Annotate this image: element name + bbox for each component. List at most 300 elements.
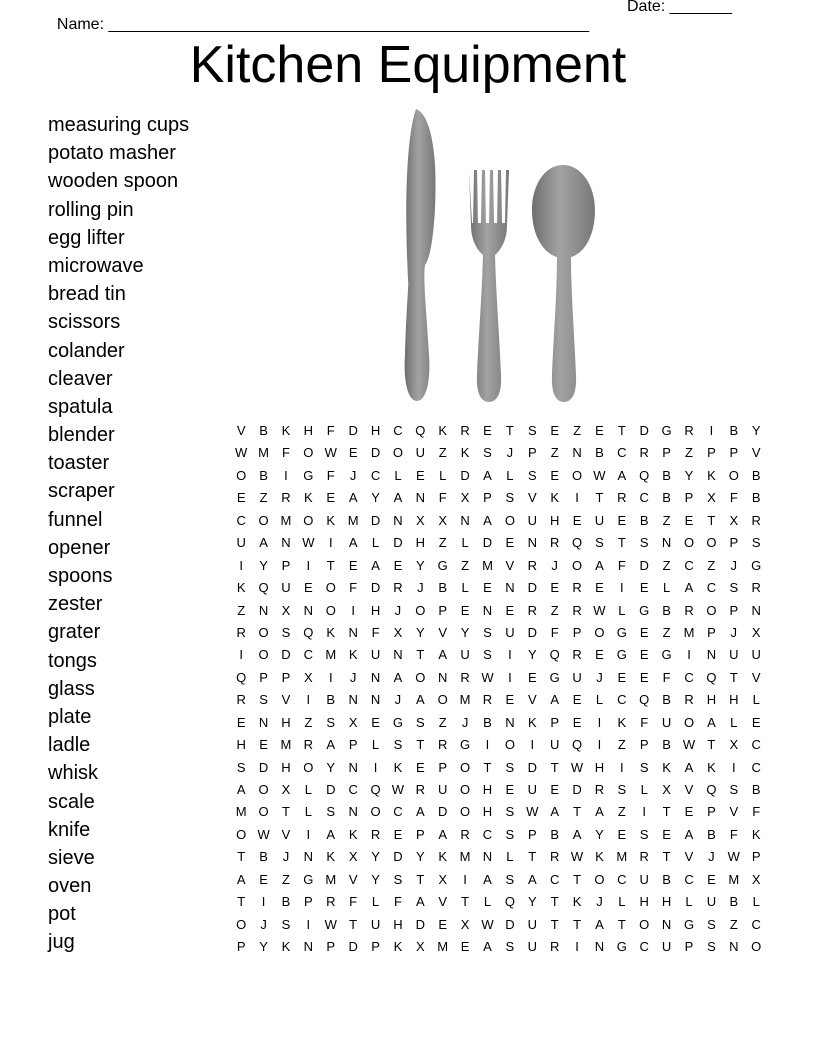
grid-cell[interactable]: E: [684, 804, 694, 820]
grid-cell[interactable]: I: [306, 692, 311, 708]
grid-cell[interactable]: A: [595, 916, 604, 932]
grid-cell[interactable]: O: [415, 669, 426, 685]
grid-cell[interactable]: R: [393, 580, 403, 596]
grid-cell[interactable]: G: [616, 939, 627, 955]
grid-cell[interactable]: V: [505, 557, 515, 573]
grid-cell[interactable]: A: [348, 490, 358, 506]
grid-cell[interactable]: T: [617, 916, 626, 932]
grid-cell[interactable]: S: [505, 939, 515, 955]
grid-cell[interactable]: Y: [415, 849, 425, 865]
grid-cell[interactable]: I: [709, 423, 714, 438]
grid-cell[interactable]: B: [662, 490, 671, 506]
grid-cell[interactable]: A: [527, 871, 537, 887]
grid-cell[interactable]: N: [393, 647, 403, 663]
grid-cell[interactable]: D: [527, 580, 537, 596]
grid-cell[interactable]: P: [639, 737, 649, 753]
grid-cell[interactable]: D: [438, 804, 448, 820]
grid-cell[interactable]: U: [281, 580, 291, 596]
grid-cell[interactable]: X: [348, 849, 358, 865]
grid-cell[interactable]: U: [572, 669, 582, 685]
grid-cell[interactable]: T: [326, 557, 335, 573]
grid-cell[interactable]: L: [506, 849, 514, 865]
grid-cell[interactable]: K: [348, 826, 358, 842]
grid-cell[interactable]: A: [236, 871, 246, 887]
grid-cell[interactable]: B: [550, 826, 559, 842]
grid-cell[interactable]: F: [349, 894, 358, 910]
grid-cell[interactable]: T: [595, 490, 604, 506]
grid-cell[interactable]: N: [751, 602, 761, 618]
grid-cell[interactable]: P: [662, 445, 671, 461]
grid-cell[interactable]: N: [348, 624, 358, 640]
grid-cell[interactable]: E: [617, 669, 627, 685]
grid-cell[interactable]: X: [393, 624, 403, 640]
grid-cell[interactable]: E: [707, 871, 716, 887]
grid-cell[interactable]: O: [258, 624, 269, 640]
grid-cell[interactable]: I: [575, 939, 579, 955]
grid-cell[interactable]: S: [505, 490, 515, 506]
grid-cell[interactable]: E: [639, 580, 649, 596]
grid-cell[interactable]: E: [326, 490, 336, 506]
grid-cell[interactable]: H: [281, 759, 291, 775]
grid-cell[interactable]: A: [595, 804, 604, 820]
grid-cell[interactable]: Y: [527, 647, 537, 663]
grid-cell[interactable]: I: [508, 647, 512, 663]
grid-cell[interactable]: B: [729, 423, 739, 438]
grid-cell[interactable]: T: [282, 804, 290, 820]
grid-cell[interactable]: S: [393, 871, 403, 887]
grid-cell[interactable]: X: [415, 939, 425, 955]
grid-cell[interactable]: O: [594, 871, 605, 887]
grid-cell[interactable]: I: [597, 714, 602, 730]
grid-cell[interactable]: R: [460, 423, 470, 438]
grid-cell[interactable]: M: [459, 849, 471, 865]
grid-cell[interactable]: B: [438, 580, 448, 596]
grid-cell[interactable]: Z: [662, 557, 671, 573]
grid-cell[interactable]: X: [304, 669, 313, 685]
grid-cell[interactable]: I: [530, 737, 535, 753]
grid-cell[interactable]: N: [706, 647, 717, 663]
grid-cell[interactable]: K: [707, 759, 716, 775]
grid-cell[interactable]: S: [639, 826, 649, 842]
grid-cell[interactable]: L: [595, 692, 604, 708]
grid-cell[interactable]: K: [236, 580, 246, 596]
grid-cell[interactable]: G: [661, 423, 672, 438]
grid-cell[interactable]: E: [371, 714, 380, 730]
grid-cell[interactable]: D: [281, 647, 291, 663]
grid-cell[interactable]: K: [326, 849, 336, 865]
grid-cell[interactable]: I: [328, 669, 333, 685]
grid-cell[interactable]: R: [549, 849, 560, 865]
grid-cell[interactable]: B: [707, 826, 716, 842]
grid-cell[interactable]: E: [527, 669, 537, 685]
grid-cell[interactable]: T: [617, 535, 626, 551]
grid-cell[interactable]: O: [683, 535, 695, 551]
grid-cell[interactable]: T: [550, 759, 559, 775]
grid-cell[interactable]: S: [326, 714, 336, 730]
grid-cell[interactable]: G: [460, 737, 471, 753]
grid-cell[interactable]: V: [684, 849, 694, 865]
grid-cell[interactable]: H: [729, 692, 739, 708]
grid-cell[interactable]: Z: [461, 557, 470, 573]
grid-cell[interactable]: J: [730, 557, 738, 573]
grid-cell[interactable]: D: [505, 916, 515, 932]
grid-cell[interactable]: I: [373, 759, 378, 775]
grid-cell[interactable]: C: [751, 916, 761, 932]
grid-cell[interactable]: O: [236, 916, 247, 932]
grid-cell[interactable]: A: [438, 826, 448, 842]
grid-cell[interactable]: O: [325, 602, 336, 618]
grid-cell[interactable]: U: [370, 647, 381, 663]
grid-cell[interactable]: W: [593, 602, 606, 618]
grid-cell[interactable]: X: [348, 714, 358, 730]
grid-cell[interactable]: H: [303, 423, 314, 438]
grid-cell[interactable]: G: [437, 557, 448, 573]
grid-cell[interactable]: Y: [371, 871, 380, 887]
grid-cell[interactable]: I: [620, 580, 624, 596]
grid-cell[interactable]: M: [482, 557, 493, 573]
grid-cell[interactable]: N: [303, 939, 314, 955]
grid-cell[interactable]: D: [639, 423, 649, 438]
grid-cell[interactable]: E: [751, 714, 761, 730]
grid-cell[interactable]: Y: [415, 624, 425, 640]
grid-cell[interactable]: K: [550, 490, 559, 506]
grid-cell[interactable]: O: [415, 602, 426, 618]
grid-cell[interactable]: R: [303, 737, 314, 753]
name-field[interactable]: Name: ______________________________________________________: [56, 16, 589, 33]
grid-cell[interactable]: T: [349, 916, 358, 932]
grid-cell[interactable]: N: [482, 849, 493, 865]
grid-cell[interactable]: L: [304, 782, 312, 797]
grid-cell[interactable]: E: [460, 939, 470, 955]
grid-cell[interactable]: E: [415, 759, 425, 775]
grid-cell[interactable]: O: [594, 624, 605, 640]
grid-cell[interactable]: D: [370, 580, 381, 596]
grid-cell[interactable]: Y: [460, 624, 470, 640]
grid-cell[interactable]: J: [349, 467, 357, 483]
grid-cell[interactable]: P: [729, 602, 739, 618]
grid-cell[interactable]: O: [258, 804, 269, 820]
grid-cell[interactable]: J: [394, 692, 402, 708]
grid-cell[interactable]: U: [415, 445, 426, 461]
grid-cell[interactable]: O: [325, 580, 336, 596]
grid-cell[interactable]: S: [729, 580, 739, 596]
grid-cell[interactable]: E: [572, 714, 582, 730]
grid-cell[interactable]: V: [281, 826, 291, 842]
grid-cell[interactable]: A: [550, 804, 559, 820]
grid-cell[interactable]: K: [617, 714, 627, 730]
grid-cell[interactable]: X: [751, 624, 761, 640]
grid-cell[interactable]: D: [348, 423, 358, 438]
grid-cell[interactable]: J: [260, 916, 267, 932]
grid-cell[interactable]: P: [684, 490, 694, 506]
grid-cell[interactable]: H: [370, 602, 381, 618]
grid-cell[interactable]: S: [527, 423, 537, 438]
grid-cell[interactable]: O: [370, 804, 381, 820]
grid-cell[interactable]: C: [348, 782, 358, 797]
grid-cell[interactable]: M: [325, 647, 337, 663]
grid-cell[interactable]: T: [416, 737, 425, 753]
grid-cell[interactable]: B: [281, 894, 291, 910]
grid-cell[interactable]: S: [617, 782, 627, 797]
grid-cell[interactable]: R: [572, 602, 582, 618]
grid-cell[interactable]: P: [684, 939, 694, 955]
grid-cell[interactable]: V: [438, 624, 448, 640]
grid-cell[interactable]: J: [708, 849, 715, 865]
grid-cell[interactable]: X: [415, 512, 425, 528]
grid-cell[interactable]: B: [483, 714, 492, 730]
grid-cell[interactable]: E: [348, 445, 358, 461]
grid-cell[interactable]: P: [438, 759, 448, 775]
grid-cell[interactable]: S: [595, 535, 604, 551]
grid-cell[interactable]: O: [303, 512, 314, 528]
grid-cell[interactable]: E: [505, 602, 515, 618]
grid-cell[interactable]: E: [460, 602, 470, 618]
grid-cell[interactable]: F: [729, 490, 738, 506]
grid-cell[interactable]: T: [573, 871, 582, 887]
grid-cell[interactable]: D: [415, 916, 426, 932]
grid-cell[interactable]: G: [303, 467, 314, 483]
grid-cell[interactable]: C: [617, 445, 627, 461]
grid-cell[interactable]: E: [483, 423, 492, 438]
grid-cell[interactable]: R: [572, 580, 582, 596]
grid-cell[interactable]: E: [572, 692, 582, 708]
grid-cell[interactable]: I: [239, 647, 243, 663]
grid-cell[interactable]: J: [506, 445, 514, 461]
grid-cell[interactable]: I: [687, 647, 691, 663]
grid-cell[interactable]: Y: [684, 467, 694, 483]
grid-cell[interactable]: D: [258, 759, 269, 775]
grid-cell[interactable]: W: [391, 782, 405, 797]
grid-cell[interactable]: K: [527, 714, 537, 730]
grid-cell[interactable]: V: [729, 804, 739, 820]
grid-cell[interactable]: N: [415, 490, 426, 506]
grid-cell[interactable]: Y: [751, 423, 761, 438]
grid-cell[interactable]: B: [729, 894, 739, 910]
grid-cell[interactable]: I: [306, 826, 311, 842]
grid-cell[interactable]: E: [595, 423, 604, 438]
grid-cell[interactable]: Q: [236, 669, 247, 685]
grid-cell[interactable]: E: [662, 826, 671, 842]
grid-cell[interactable]: C: [639, 939, 649, 955]
grid-cell[interactable]: F: [617, 557, 626, 573]
grid-cell[interactable]: R: [482, 692, 493, 708]
grid-cell[interactable]: K: [281, 939, 291, 955]
grid-cell[interactable]: L: [371, 737, 380, 753]
grid-cell[interactable]: U: [594, 512, 605, 528]
grid-cell[interactable]: D: [370, 512, 381, 528]
grid-cell[interactable]: O: [303, 445, 314, 461]
grid-cell[interactable]: K: [326, 512, 336, 528]
grid-cell[interactable]: N: [370, 669, 381, 685]
grid-cell[interactable]: N: [303, 602, 314, 618]
grid-cell[interactable]: C: [706, 580, 717, 596]
grid-cell[interactable]: C: [639, 490, 649, 506]
grid-cell[interactable]: C: [684, 669, 694, 685]
grid-cell[interactable]: O: [571, 467, 583, 483]
grid-cell[interactable]: E: [639, 669, 649, 685]
grid-cell[interactable]: I: [731, 759, 736, 775]
grid-cell[interactable]: T: [573, 804, 582, 820]
grid-cell[interactable]: X: [460, 490, 470, 506]
grid-cell[interactable]: I: [642, 804, 647, 820]
grid-cell[interactable]: T: [707, 737, 716, 753]
grid-cell[interactable]: L: [506, 467, 514, 483]
grid-cell[interactable]: W: [324, 445, 337, 461]
grid-cell[interactable]: E: [617, 512, 627, 528]
grid-cell[interactable]: O: [258, 512, 269, 528]
grid-cell[interactable]: L: [618, 894, 626, 910]
grid-cell[interactable]: U: [505, 624, 515, 640]
grid-cell[interactable]: R: [415, 782, 426, 797]
grid-cell[interactable]: O: [460, 804, 471, 820]
grid-cell[interactable]: B: [662, 467, 671, 483]
grid-cell[interactable]: U: [527, 512, 537, 528]
grid-cell[interactable]: B: [751, 782, 761, 797]
grid-cell[interactable]: A: [438, 647, 448, 663]
grid-cell[interactable]: K: [304, 490, 313, 506]
grid-cell[interactable]: U: [460, 647, 470, 663]
grid-cell[interactable]: P: [751, 849, 761, 865]
grid-cell[interactable]: T: [550, 916, 559, 932]
grid-cell[interactable]: B: [662, 737, 671, 753]
grid-cell[interactable]: D: [482, 535, 493, 551]
grid-cell[interactable]: E: [236, 490, 246, 506]
grid-cell[interactable]: L: [685, 894, 693, 910]
grid-cell[interactable]: H: [706, 692, 717, 708]
grid-cell[interactable]: D: [393, 849, 403, 865]
grid-cell[interactable]: W: [481, 669, 494, 685]
grid-cell[interactable]: B: [751, 490, 761, 506]
grid-cell[interactable]: H: [639, 894, 649, 910]
grid-cell[interactable]: T: [416, 647, 425, 663]
grid-cell[interactable]: E: [550, 580, 559, 596]
grid-cell[interactable]: M: [325, 871, 337, 887]
grid-cell[interactable]: Z: [438, 535, 447, 551]
grid-cell[interactable]: F: [326, 423, 335, 438]
grid-cell[interactable]: A: [236, 782, 246, 797]
grid-cell[interactable]: K: [326, 624, 336, 640]
grid-cell[interactable]: R: [751, 580, 761, 596]
grid-cell[interactable]: J: [461, 714, 469, 730]
grid-cell[interactable]: Z: [550, 445, 559, 461]
grid-cell[interactable]: Y: [371, 490, 380, 506]
grid-cell[interactable]: Y: [595, 826, 604, 842]
grid-cell[interactable]: T: [483, 759, 492, 775]
grid-cell[interactable]: R: [527, 557, 537, 573]
grid-cell[interactable]: E: [505, 535, 515, 551]
grid-cell[interactable]: S: [393, 737, 403, 753]
grid-cell[interactable]: S: [483, 624, 492, 640]
grid-cell[interactable]: Q: [258, 580, 269, 596]
grid-cell[interactable]: C: [303, 647, 314, 663]
grid-cell[interactable]: A: [415, 894, 425, 910]
grid-cell[interactable]: N: [729, 939, 739, 955]
grid-cell[interactable]: A: [684, 826, 694, 842]
grid-cell[interactable]: R: [460, 826, 470, 842]
grid-cell[interactable]: N: [348, 759, 358, 775]
grid-cell[interactable]: R: [549, 939, 560, 955]
grid-cell[interactable]: H: [236, 737, 246, 753]
grid-cell[interactable]: S: [527, 467, 537, 483]
grid-cell[interactable]: A: [393, 669, 403, 685]
grid-cell[interactable]: M: [437, 939, 449, 955]
grid-cell[interactable]: S: [751, 535, 761, 551]
grid-cell[interactable]: A: [415, 692, 425, 708]
grid-cell[interactable]: I: [239, 557, 243, 573]
grid-cell[interactable]: O: [571, 557, 583, 573]
grid-cell[interactable]: V: [684, 782, 694, 797]
grid-cell[interactable]: R: [549, 535, 560, 551]
grid-cell[interactable]: W: [593, 467, 606, 483]
grid-cell[interactable]: B: [662, 602, 671, 618]
grid-cell[interactable]: C: [617, 692, 627, 708]
grid-cell[interactable]: V: [527, 490, 537, 506]
grid-cell[interactable]: P: [281, 557, 291, 573]
grid-cell[interactable]: R: [281, 490, 291, 506]
grid-cell[interactable]: S: [326, 804, 336, 820]
grid-cell[interactable]: R: [370, 826, 381, 842]
grid-cell[interactable]: H: [281, 714, 291, 730]
grid-cell[interactable]: K: [662, 759, 671, 775]
grid-cell[interactable]: E: [550, 467, 559, 483]
grid-cell[interactable]: I: [508, 669, 512, 685]
grid-cell[interactable]: H: [594, 759, 605, 775]
grid-cell[interactable]: E: [572, 512, 582, 528]
grid-cell[interactable]: X: [662, 782, 671, 797]
grid-cell[interactable]: R: [326, 894, 336, 910]
grid-cell[interactable]: N: [303, 849, 314, 865]
grid-cell[interactable]: Z: [707, 557, 716, 573]
grid-cell[interactable]: L: [640, 782, 648, 797]
grid-cell[interactable]: Z: [662, 512, 671, 528]
grid-cell[interactable]: U: [549, 737, 560, 753]
grid-cell[interactable]: U: [236, 535, 246, 551]
grid-cell[interactable]: S: [415, 714, 425, 730]
grid-cell[interactable]: G: [751, 557, 762, 573]
grid-cell[interactable]: N: [281, 535, 291, 551]
grid-cell[interactable]: O: [236, 467, 247, 483]
grid-cell[interactable]: Z: [685, 445, 693, 461]
grid-cell[interactable]: A: [371, 557, 380, 573]
grid-cell[interactable]: L: [439, 467, 447, 483]
grid-cell[interactable]: C: [549, 871, 560, 887]
grid-cell[interactable]: S: [281, 916, 291, 932]
grid-cell[interactable]: O: [706, 602, 717, 618]
grid-cell[interactable]: T: [461, 894, 470, 910]
grid-cell[interactable]: P: [527, 445, 537, 461]
grid-cell[interactable]: C: [684, 557, 694, 573]
grid-cell[interactable]: Y: [259, 557, 268, 573]
grid-cell[interactable]: M: [616, 849, 628, 865]
grid-cell[interactable]: U: [438, 782, 448, 797]
grid-cell[interactable]: W: [235, 445, 248, 461]
grid-cell[interactable]: I: [328, 535, 333, 551]
grid-cell[interactable]: S: [505, 826, 515, 842]
grid-cell[interactable]: X: [281, 782, 291, 797]
grid-cell[interactable]: D: [348, 939, 358, 955]
grid-cell[interactable]: O: [728, 467, 739, 483]
grid-cell[interactable]: K: [348, 647, 358, 663]
grid-cell[interactable]: E: [438, 916, 448, 932]
grid-cell[interactable]: F: [550, 624, 559, 640]
grid-cell[interactable]: P: [707, 624, 716, 640]
grid-cell[interactable]: O: [706, 535, 717, 551]
grid-cell[interactable]: G: [683, 916, 695, 932]
grid-cell[interactable]: B: [662, 692, 671, 708]
grid-cell[interactable]: A: [483, 467, 492, 483]
grid-cell[interactable]: B: [662, 871, 671, 887]
grid-cell[interactable]: A: [326, 826, 336, 842]
